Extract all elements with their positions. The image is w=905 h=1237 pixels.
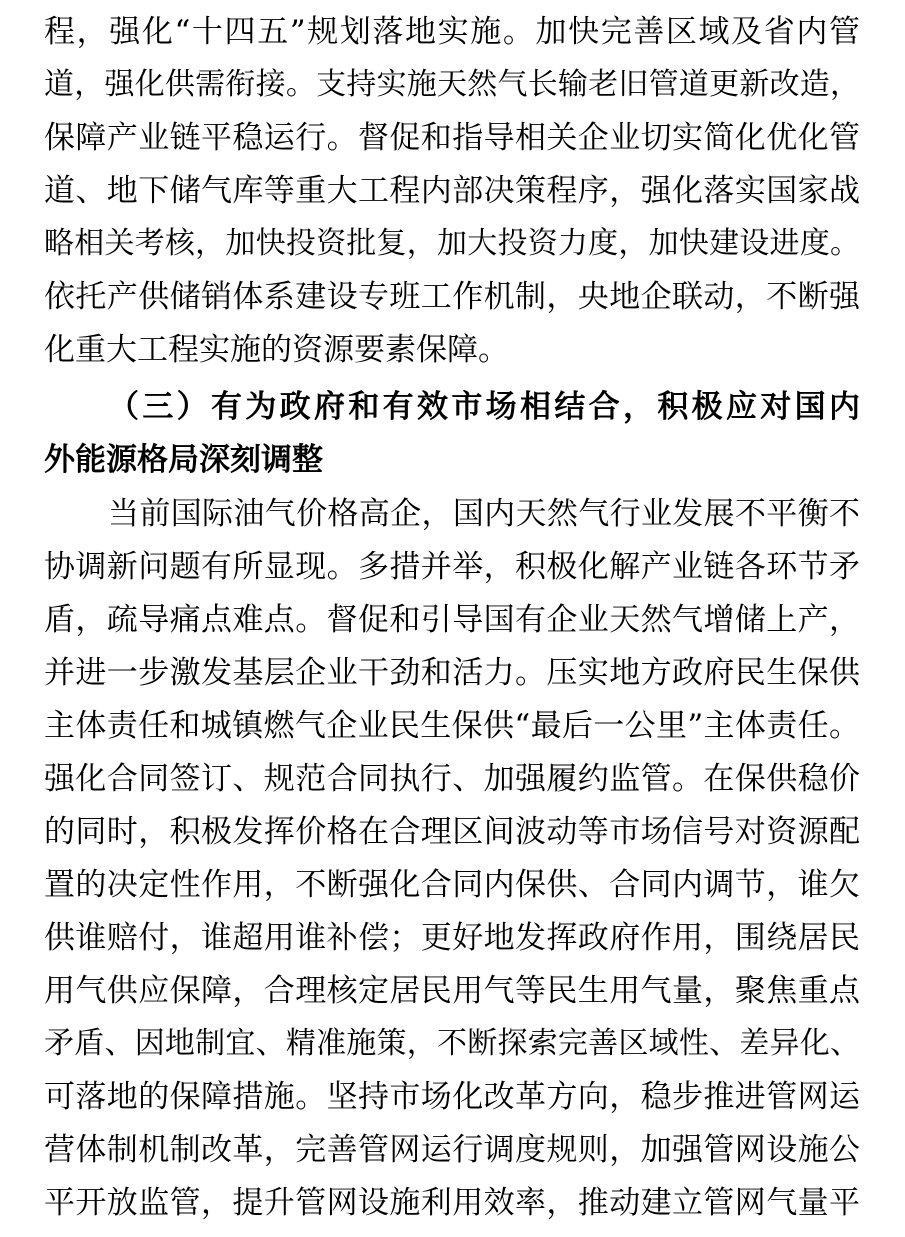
text-line: 协调新问题有所显现。多措并举，积极化解产业链各环节矛 <box>44 549 860 585</box>
text-line: 营体制机制改革，完善管网运行调度规则，加强管网设施公 <box>44 1132 860 1168</box>
text-line: 平开放监管，提升管网设施利用效率，推动建立管网气量平 <box>44 1185 860 1221</box>
text-line: 道、地下储气库等重大工程内部决策程序，强化落实国家战 <box>44 173 860 209</box>
text-line: 程，强化“十四五”规划落地实施。加快完善区域及省内管 <box>44 14 860 50</box>
text-line: 可落地的保障措施。坚持市场化改革方向，稳步推进管网运 <box>44 1079 860 1115</box>
text-line: 置的决定性作用，不断强化合同内保供、合同内调节，谁欠 <box>44 867 860 903</box>
text-line: 道，强化供需衔接。支持实施天然气长输老旧管道更新改造， <box>44 67 860 102</box>
text-line: 并进一步激发基层企业干劲和活力。压实地方政府民生保供 <box>44 655 860 691</box>
text-line: 的同时，积极发挥价格在合理区间波动等市场信号对资源配 <box>44 814 860 850</box>
text-line: 矛盾、因地制宜、精准施策，不断探索完善区域性、差异化、 <box>44 1026 860 1061</box>
section-heading: 外能源格局深刻调整 <box>44 442 323 478</box>
text-line: 略相关考核，加快投资批复，加大投资力度，加快建设进度。 <box>44 226 860 261</box>
text-line: 盾，疏导痛点难点。督促和引导国有企业天然气增储上产， <box>44 602 860 638</box>
text-line: 化重大工程实施的资源要素保障。 <box>44 332 509 368</box>
text-line: 供谁赔付，谁超用谁补偿；更好地发挥政府作用，围绕居民 <box>44 920 860 956</box>
text-line: 依托产供储销体系建设专班工作机制，央地企联动，不断强 <box>44 279 860 315</box>
text-line: 当前国际油气价格高企，国内天然气行业发展不平衡不 <box>108 496 860 532</box>
text-line: 强化合同签订、规范合同执行、加强履约监管。在保供稳价 <box>44 761 860 797</box>
text-line: 用气供应保障，合理核定居民用气等民生用气量，聚焦重点 <box>44 973 860 1009</box>
section-heading: （三）有为政府和有效市场相结合，积极应对国内 <box>108 389 860 425</box>
text-line: 主体责任和城镇燃气企业民生保供“最后一公里”主体责任。 <box>44 708 860 744</box>
text-line: 保障产业链平稳运行。督促和指导相关企业切实简化优化管 <box>44 120 860 156</box>
